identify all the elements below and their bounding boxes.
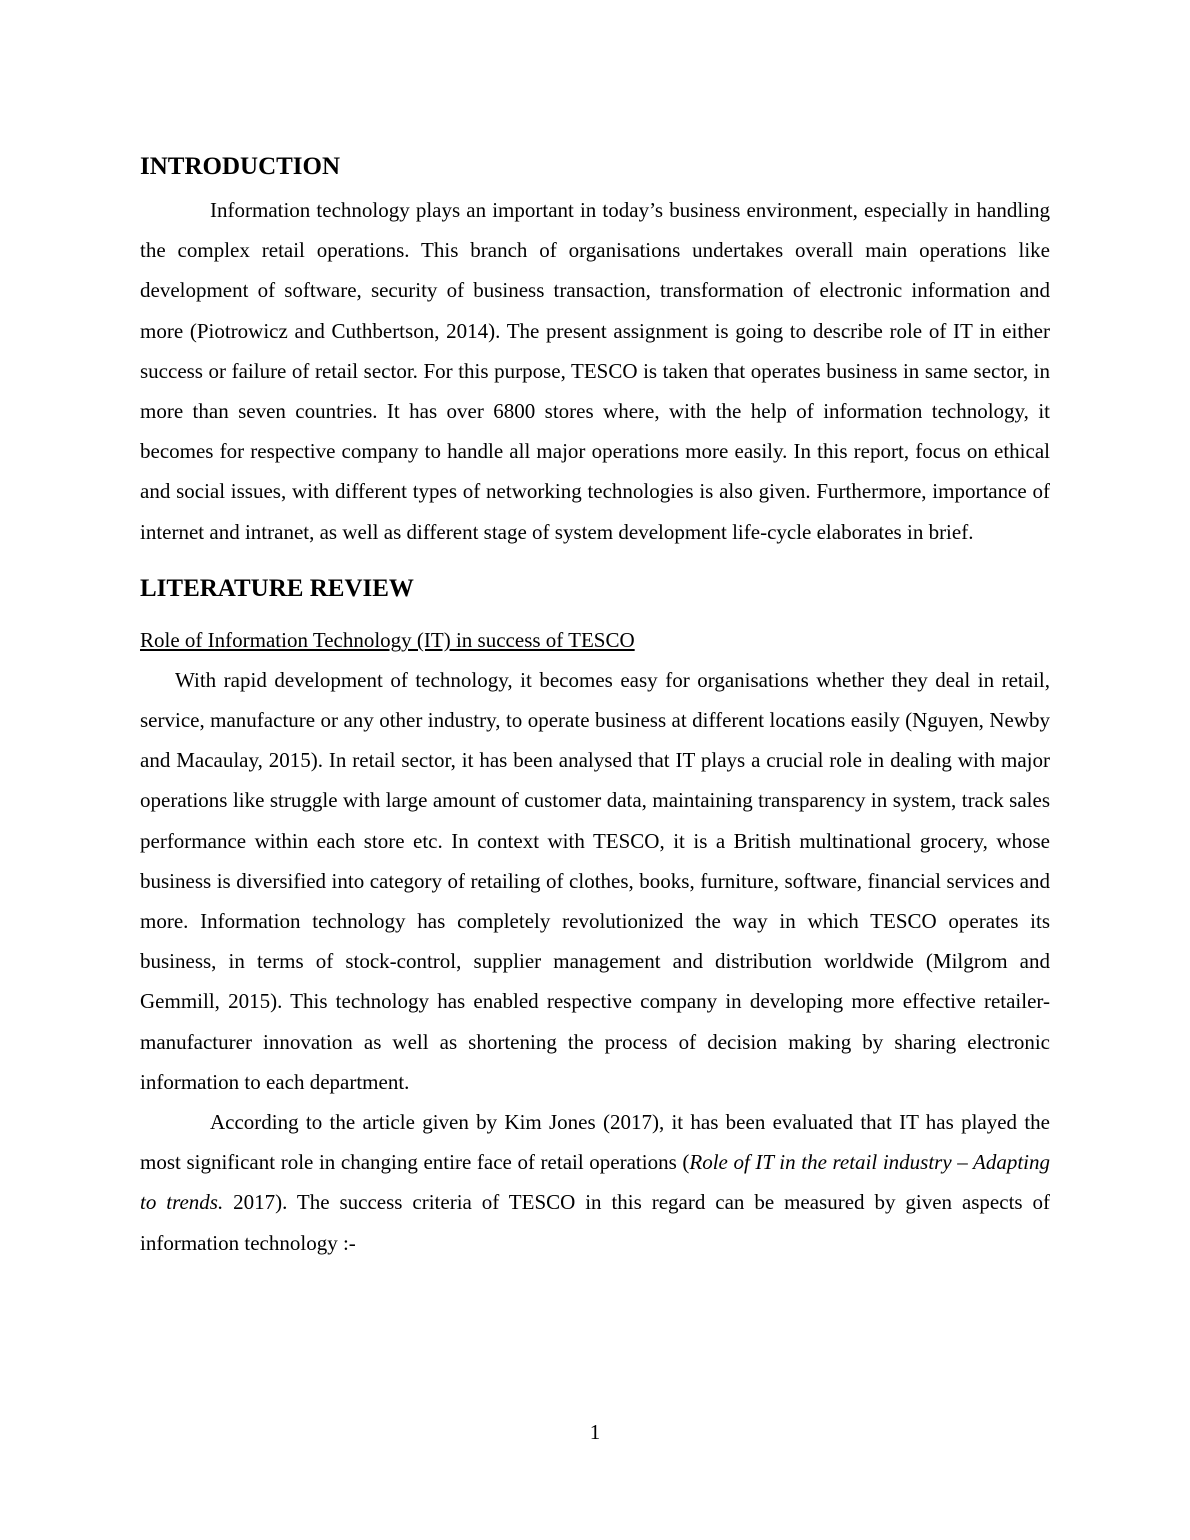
article-title: Role of IT in the retail industry – Adapting to trends.	[140, 1150, 1050, 1215]
page-content	[140, 148, 1050, 1263]
literature-review-heading: LITERATURE REVIEW	[140, 574, 414, 602]
paragraph-2-end: 2017). The success criteria of TESCO in this regard can be measured by given aspects of information technology :-	[140, 1190, 1050, 1255]
literature-review-subheading: Role of Information Technology (IT) in success of TESCO	[140, 627, 635, 652]
literature-review-paragraph-2	[140, 1102, 1050, 1263]
introduction-heading: INTRODUCTION	[140, 153, 341, 180]
introduction-paragraph: Information technology plays an important in today’s business environment, especially in handling the complex retail operations. This branch of organisations undertakes overall main operations like development of software, security of business transaction, transformation of electronic information and more (Piotrowicz and Cuthbertson, 2014). The present assignment is going to describe role of IT in either success or failure of retail sector. For this purpose, TESCO is taken that operates business in same sector, in more than seven countries. It has over 6800 stores where, with the help of information technology, it becomes for respective company to handle all major operations more easily. In this report, focus on ethical and social issues, with different types of networking technologies is also given. Furthermore, importance of internet and intranet, as well as different stage of system development life-cycle elaborates in brief.	[140, 198, 1050, 544]
literature-review-paragraph-1: With rapid development of technology, it becomes easy for organisations whether they deal in retail, service, manufacture or any other industry, to operate business at different locations easily (Nguyen, Newby and Macaulay, 2015). In retail sector, it has been analysed that IT plays a crucial role in dealing with major operations like struggle with large amount of customer data, maintaining transparency in system, track sales performance within each store etc. In context with TESCO, it is a British multinational grocery, whose business is diversified into category of retailing of clothes, books, furniture, software, financial services and more. Information technology has completely revolutionized the way in which TESCO operates its business, in terms of stock-control, supplier management and distribution worldwide (Milgrom and Gemmill, 2015). This technology has enabled respective company in developing more effective retailer-manufacturer innovation as well as shortening the process of decision making by sharing electronic information to each department.	[140, 667, 1050, 1094]
paragraph-2-start: According to the article given by Kim Jones (2017), it has been evaluated that IT has played the most significant role in changing entire face of retail operations (	[140, 1110, 1050, 1175]
page-number: 1	[589, 1420, 601, 1444]
